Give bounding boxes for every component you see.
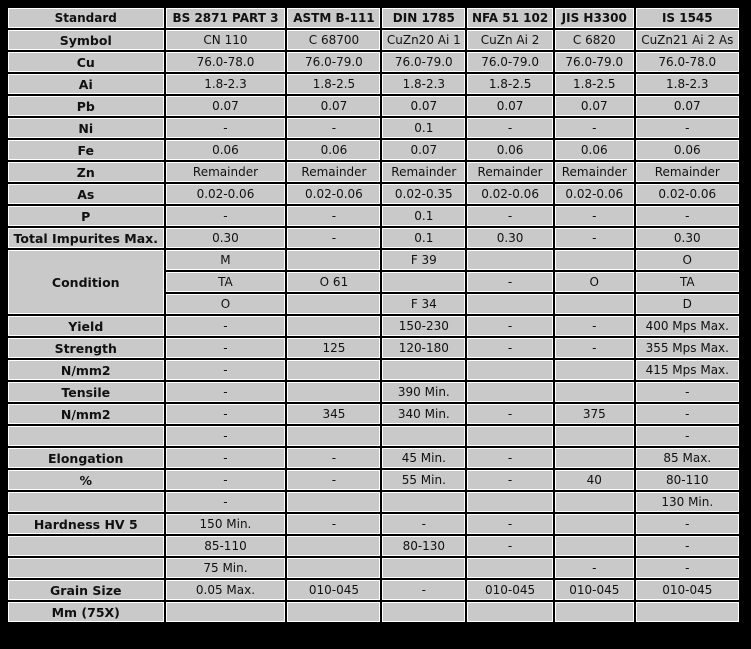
table-cell: 0.06 — [467, 140, 553, 160]
table-cell: 415 Mps Max. — [636, 360, 739, 380]
table-cell: 0.1 — [382, 228, 465, 248]
table-cell — [555, 250, 634, 270]
table-cell: 76.0-78.0 — [166, 52, 286, 72]
table-cell: 85-110 — [166, 536, 286, 556]
table-cell — [636, 602, 739, 622]
table-cell: 55 Min. — [382, 470, 465, 490]
table-cell: - — [166, 316, 286, 336]
table-cell: - — [166, 338, 286, 358]
table-cell: 150-230 — [382, 316, 465, 336]
table-cell: - — [636, 404, 739, 424]
table-cell — [555, 536, 634, 556]
row-label: Yield — [8, 316, 164, 336]
column-header: DIN 1785 — [382, 8, 465, 28]
table-cell: 0.02-0.06 — [287, 184, 380, 204]
table-cell: 0.07 — [166, 96, 286, 116]
table-cell: - — [467, 448, 553, 468]
column-header: ASTM B-111 — [287, 8, 380, 28]
table-cell: C 68700 — [287, 30, 380, 50]
header-standard: Standard — [8, 8, 164, 28]
table-cell: - — [166, 470, 286, 490]
table-cell: 120-180 — [382, 338, 465, 358]
table-cell: 0.07 — [382, 96, 465, 116]
table-cell: - — [287, 448, 380, 468]
table-cell: 010-045 — [287, 580, 380, 600]
table-cell — [467, 602, 553, 622]
row-label: % — [8, 470, 164, 490]
row-label — [8, 536, 164, 556]
row-label: Mm (75X) — [8, 602, 164, 622]
table-cell: - — [555, 118, 634, 138]
table-cell: 76.0-78.0 — [636, 52, 739, 72]
table-cell: - — [467, 404, 553, 424]
table-row — [8, 316, 739, 336]
row-label: As — [8, 184, 164, 204]
table-cell: - — [555, 558, 634, 578]
table-cell — [467, 250, 553, 270]
table-cell: - — [467, 316, 553, 336]
table-cell: 0.07 — [636, 96, 739, 116]
table-cell: - — [287, 228, 380, 248]
table-row — [8, 536, 739, 556]
table-cell: - — [467, 514, 553, 534]
row-label: Fe — [8, 140, 164, 160]
table-cell: 45 Min. — [382, 448, 465, 468]
table-cell — [287, 250, 380, 270]
table-cell — [287, 382, 380, 402]
table-cell: O 61 — [287, 272, 380, 292]
table-cell: - — [166, 206, 286, 226]
table-cell: 75 Min. — [166, 558, 286, 578]
table-cell: - — [636, 514, 739, 534]
row-label: Strength — [8, 338, 164, 358]
table-row — [8, 96, 739, 116]
table-cell: 0.06 — [287, 140, 380, 160]
table-cell: 010-045 — [636, 580, 739, 600]
table-cell: 0.06 — [636, 140, 739, 160]
table-cell: M — [166, 250, 286, 270]
table-cell: - — [555, 206, 634, 226]
table-cell — [166, 602, 286, 622]
table-row — [8, 448, 739, 468]
table-cell — [467, 382, 553, 402]
row-label: Condition — [8, 250, 164, 314]
table-cell — [382, 360, 465, 380]
table-cell: 1.8-2.5 — [287, 74, 380, 94]
table-cell: 40 — [555, 470, 634, 490]
table-cell: - — [467, 118, 553, 138]
row-label: Cu — [8, 52, 164, 72]
table-cell: - — [166, 448, 286, 468]
table-cell: 0.02-0.35 — [382, 184, 465, 204]
table-cell — [555, 492, 634, 512]
table-cell: CuZn21 Ai 2 As — [636, 30, 739, 50]
table-cell: 010-045 — [467, 580, 553, 600]
column-header: BS 2871 PART 3 — [166, 8, 286, 28]
row-label: N/mm2 — [8, 404, 164, 424]
table-row — [8, 360, 739, 380]
row-label: Symbol — [8, 30, 164, 50]
table-row — [8, 184, 739, 204]
table-cell: Remainder — [636, 162, 739, 182]
column-header: NFA 51 102 — [467, 8, 553, 28]
table-cell: - — [467, 206, 553, 226]
table-row — [8, 558, 739, 578]
table-cell: 0.07 — [467, 96, 553, 116]
table-row — [8, 228, 739, 248]
table-cell: - — [166, 360, 286, 380]
table-cell — [382, 558, 465, 578]
table-cell: - — [467, 536, 553, 556]
table-cell: CuZn20 Ai 1 — [382, 30, 465, 50]
table-cell: 0.1 — [382, 118, 465, 138]
table-cell — [555, 294, 634, 314]
table-row — [8, 206, 739, 226]
table-cell: F 39 — [382, 250, 465, 270]
table-cell: 1.8-2.5 — [467, 74, 553, 94]
table-cell: 80-130 — [382, 536, 465, 556]
table-cell: 0.30 — [467, 228, 553, 248]
table-cell: - — [287, 118, 380, 138]
table-cell: 150 Min. — [166, 514, 286, 534]
table-row — [8, 338, 739, 358]
table-cell: - — [636, 118, 739, 138]
table-cell: Remainder — [467, 162, 553, 182]
table-cell: 355 Mps Max. — [636, 338, 739, 358]
table-cell: - — [287, 514, 380, 534]
row-label: Ni — [8, 118, 164, 138]
table-cell: 0.07 — [287, 96, 380, 116]
table-cell — [287, 426, 380, 446]
table-cell: - — [555, 338, 634, 358]
table-cell: 1.8-2.3 — [382, 74, 465, 94]
table-cell — [287, 360, 380, 380]
table-row — [8, 382, 739, 402]
table-cell: 1.8-2.3 — [166, 74, 286, 94]
table-cell: F 34 — [382, 294, 465, 314]
table-cell: 340 Min. — [382, 404, 465, 424]
table-cell: - — [287, 206, 380, 226]
table-cell: 0.30 — [636, 228, 739, 248]
table-cell: 85 Max. — [636, 448, 739, 468]
table-cell: Remainder — [287, 162, 380, 182]
table-cell: 0.07 — [555, 96, 634, 116]
table-cell: 76.0-79.0 — [467, 52, 553, 72]
table-cell: O — [166, 294, 286, 314]
table-row — [8, 30, 739, 50]
table-cell: - — [287, 470, 380, 490]
table-cell — [467, 558, 553, 578]
table-cell: CuZn Ai 2 — [467, 30, 553, 50]
table-cell — [287, 602, 380, 622]
table-cell — [382, 272, 465, 292]
table-cell: TA — [636, 272, 739, 292]
table-cell: 76.0-79.0 — [555, 52, 634, 72]
table-cell — [555, 426, 634, 446]
table-cell: 0.06 — [166, 140, 286, 160]
table-cell — [555, 514, 634, 534]
table-cell: - — [636, 558, 739, 578]
table-row — [8, 162, 739, 182]
table-row — [8, 52, 739, 72]
column-header: JIS H3300 — [555, 8, 634, 28]
table-row — [8, 580, 739, 600]
table-cell — [287, 316, 380, 336]
table-cell: Remainder — [166, 162, 286, 182]
table-cell — [287, 536, 380, 556]
table-cell: - — [382, 514, 465, 534]
table-cell: TA — [166, 272, 286, 292]
table-cell: - — [382, 580, 465, 600]
table-cell — [287, 294, 380, 314]
table-row — [8, 404, 739, 424]
table-row — [8, 602, 739, 622]
table-cell — [555, 602, 634, 622]
table-cell: O — [636, 250, 739, 270]
header-row — [8, 8, 739, 28]
row-label: Zn — [8, 162, 164, 182]
table-cell: 76.0-79.0 — [382, 52, 465, 72]
table-cell: 010-045 — [555, 580, 634, 600]
table-cell: - — [166, 492, 286, 512]
table-cell: - — [636, 206, 739, 226]
column-header: IS 1545 — [636, 8, 739, 28]
table-cell: - — [467, 272, 553, 292]
table-cell: 1.8-2.5 — [555, 74, 634, 94]
table-cell — [382, 426, 465, 446]
table-cell: 0.1 — [382, 206, 465, 226]
table-cell: - — [166, 404, 286, 424]
table-cell: 0.02-0.06 — [166, 184, 286, 204]
table-row — [8, 118, 739, 138]
table-cell: - — [467, 338, 553, 358]
table-cell — [555, 382, 634, 402]
specification-table — [6, 6, 741, 624]
table-cell: - — [166, 426, 286, 446]
table-cell: 1.8-2.3 — [636, 74, 739, 94]
row-label: Pb — [8, 96, 164, 116]
table-cell — [287, 558, 380, 578]
table-cell — [555, 448, 634, 468]
table-cell: - — [467, 470, 553, 490]
table-cell: 0.30 — [166, 228, 286, 248]
row-label — [8, 426, 164, 446]
table-cell: O — [555, 272, 634, 292]
table-cell: D — [636, 294, 739, 314]
table-cell: 0.06 — [555, 140, 634, 160]
table-cell: - — [555, 228, 634, 248]
row-label: Elongation — [8, 448, 164, 468]
table-cell: C 6820 — [555, 30, 634, 50]
table-cell: Remainder — [555, 162, 634, 182]
table-cell — [467, 294, 553, 314]
table-cell — [287, 492, 380, 512]
row-label: P — [8, 206, 164, 226]
table-cell: CN 110 — [166, 30, 286, 50]
table-cell: 390 Min. — [382, 382, 465, 402]
table-row — [8, 492, 739, 512]
table-cell — [467, 360, 553, 380]
table-row — [8, 514, 739, 534]
table-cell: 400 Mps Max. — [636, 316, 739, 336]
table-cell: - — [636, 382, 739, 402]
table-cell: 345 — [287, 404, 380, 424]
table-cell: 0.02-0.06 — [636, 184, 739, 204]
table-cell: - — [166, 382, 286, 402]
table-cell: - — [636, 536, 739, 556]
table-cell — [467, 492, 553, 512]
spec-table-frame — [6, 6, 741, 638]
table-cell: Remainder — [382, 162, 465, 182]
table-cell: 0.07 — [382, 140, 465, 160]
row-label: Hardness HV 5 — [8, 514, 164, 534]
table-row — [8, 426, 739, 446]
table-cell: 375 — [555, 404, 634, 424]
row-label — [8, 558, 164, 578]
table-cell: 80-110 — [636, 470, 739, 490]
table-cell: 76.0-79.0 — [287, 52, 380, 72]
table-row — [8, 74, 739, 94]
row-label: N/mm2 — [8, 360, 164, 380]
table-row — [8, 250, 739, 270]
table-cell: - — [636, 426, 739, 446]
table-cell: - — [166, 118, 286, 138]
table-cell: 130 Min. — [636, 492, 739, 512]
row-label: Grain Size — [8, 580, 164, 600]
table-cell — [382, 602, 465, 622]
table-cell: 0.02-0.06 — [555, 184, 634, 204]
table-cell: 125 — [287, 338, 380, 358]
row-label: Total Impurites Max. — [8, 228, 164, 248]
table-cell — [555, 360, 634, 380]
table-cell — [382, 492, 465, 512]
table-row — [8, 140, 739, 160]
row-label — [8, 492, 164, 512]
row-label: Tensile — [8, 382, 164, 402]
row-label: Ai — [8, 74, 164, 94]
table-cell: 0.02-0.06 — [467, 184, 553, 204]
table-cell: 0.05 Max. — [166, 580, 286, 600]
table-row — [8, 470, 739, 490]
table-cell: - — [555, 316, 634, 336]
table-cell — [467, 426, 553, 446]
